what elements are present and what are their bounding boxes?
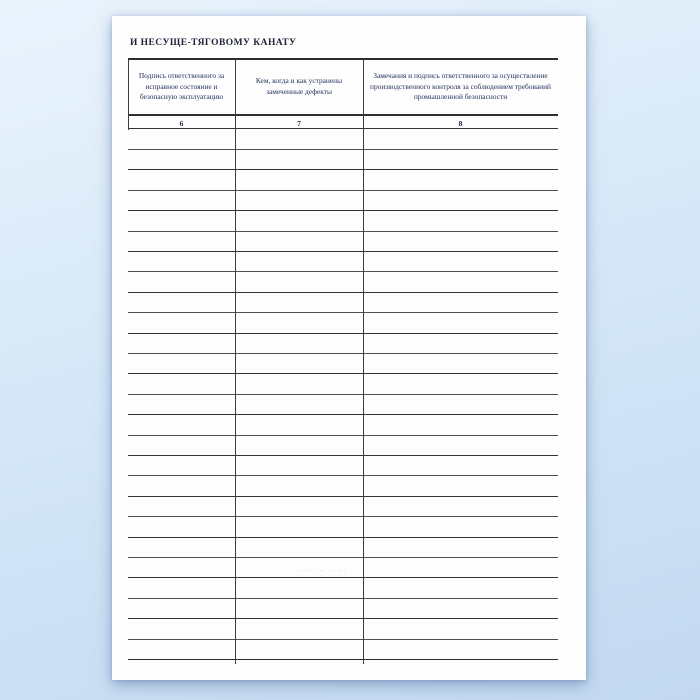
table-row [128, 334, 558, 354]
column-divider-1 [235, 60, 236, 664]
column-number-8: 8 [458, 118, 463, 128]
watermark-dots: · ·· · · ·· [297, 567, 348, 575]
table-row [128, 619, 558, 639]
column-number-row [128, 118, 558, 129]
table-row [128, 130, 558, 150]
table-row [128, 354, 558, 374]
table-row [128, 599, 558, 619]
table-header-row [128, 60, 558, 116]
table-row [128, 150, 558, 170]
table-row [128, 538, 558, 558]
table-header-cell-defects-fixed: Кем, когда и как устранены замеченные дефекты [255, 76, 343, 96]
table-row [128, 191, 558, 211]
table-row [128, 211, 558, 231]
table-row [128, 395, 558, 415]
table-row [128, 313, 558, 333]
column-number-6: 6 [179, 118, 184, 128]
table-body [128, 130, 558, 661]
table-row [128, 456, 558, 476]
table-row [128, 272, 558, 292]
table-row [128, 436, 558, 456]
table-row [128, 232, 558, 252]
column-number-7: 7 [297, 118, 301, 128]
table-header-cell-signature: Подпись ответственного за исправное состояние и безопасную эксплуатацию [138, 70, 225, 102]
table-row [128, 374, 558, 394]
page-title: И НЕСУЩЕ-ТЯГОВОМУ КАНАТУ [130, 38, 297, 48]
table-header-cell-remarks: Замечания и подпись ответственного за осуществление производственного контроля за соблюдением требований промышленной безопасности [369, 70, 552, 102]
table-row [128, 415, 558, 435]
table-row [128, 252, 558, 272]
document-page [112, 16, 586, 680]
table-row [128, 517, 558, 537]
table-row [128, 497, 558, 517]
table-row [128, 640, 558, 660]
table-row [128, 170, 558, 190]
table-row [128, 293, 558, 313]
table-row [128, 476, 558, 496]
table-left-border [128, 60, 129, 130]
table-row [128, 578, 558, 598]
